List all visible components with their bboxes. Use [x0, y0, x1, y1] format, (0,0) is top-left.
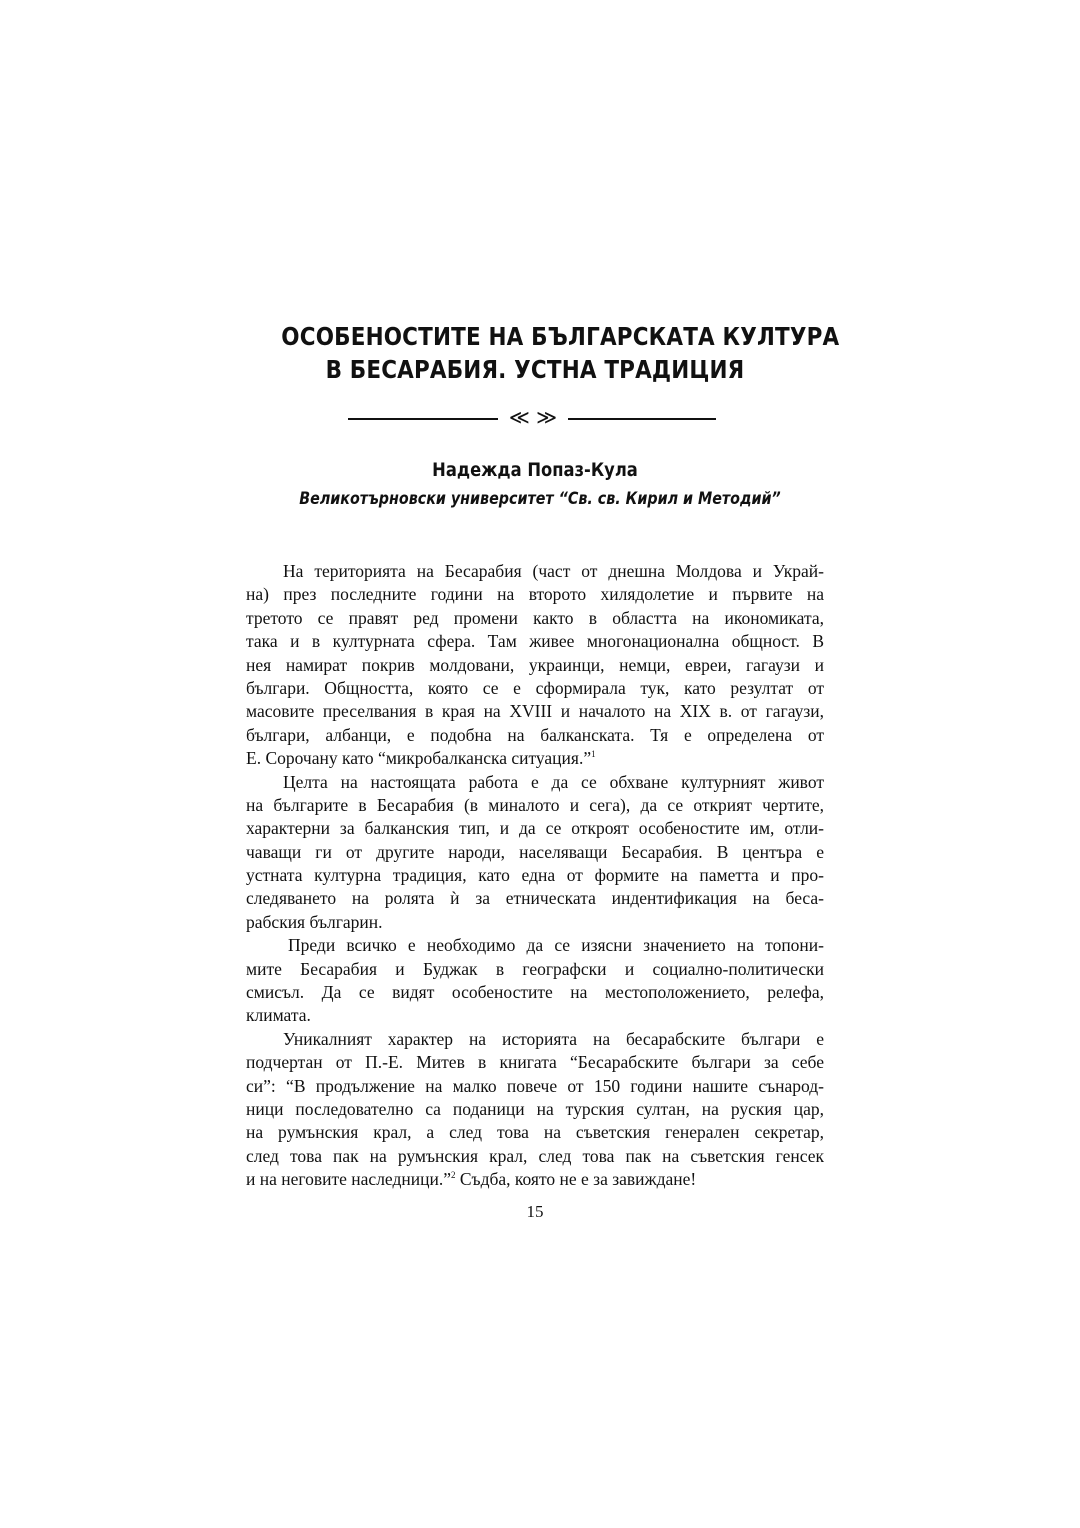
text-line: нея намират покрив молдовани, украинци, немци, евреи, гагаузи и — [246, 654, 824, 675]
text-line: чаващи ги от другите народи, населяващи Бесарабия. В центъра е — [246, 841, 824, 862]
text-line-tail: Съдба, която не е за завиждане! — [455, 1169, 697, 1190]
text-line: На територията на Бесарабия (част от днешна Молдова и Украй- — [283, 561, 824, 581]
article-title — [281, 320, 840, 386]
text-line: масовите преселвания в края на XVIII и началото на XIX в. от гагаузи, — [246, 701, 824, 722]
paragraph-1 — [246, 560, 824, 771]
author-affiliation: Великотърновски университет “Св. св. Кирил и Методий” — [299, 489, 781, 509]
ornament-rule-right — [568, 418, 716, 420]
text-line-with-footnote — [246, 747, 824, 770]
title-line-1: ОСОБЕНОСТИТЕ НА БЪЛГАРСКАТА КУЛТУРА — [281, 322, 840, 351]
text-line: си”: “В продължение на малко повече от 150 години нашите сънарод- — [246, 1075, 824, 1096]
text-line: на) през последните години на второто хилядолетие и първите на — [246, 584, 824, 605]
text-line: климата. — [246, 1005, 311, 1026]
text-line: рабския българин. — [246, 911, 383, 932]
text-line: ници последователно са поданици на турския султан, на руския цар, — [246, 1098, 824, 1119]
author-name: Надежда Попаз-Кула — [432, 459, 638, 481]
text-line: българи, албанци, е подобна на балканската. Тя е определена от — [246, 724, 824, 745]
text-line: и на неговите наследници.” — [246, 1169, 451, 1190]
paragraph-3 — [246, 934, 824, 1028]
text-line: устната културна традиция, като една от формите на паметта и про- — [246, 865, 824, 886]
text-line: българи. Общността, която се е сформирала тук, като резултат от — [246, 677, 824, 698]
text-line: така и в културната сфера. Там живее многонационална общност. В — [246, 631, 824, 652]
ornament-chevrons-icon: ≪ ≫ — [508, 405, 558, 429]
text-line: третото се правят ред промени както в областта на икономиката, — [246, 607, 824, 628]
text-line: Преди всичко е необходимо да се изясни значението на топони- — [288, 935, 824, 956]
text-line: Е. Сорочану като “микробалканска ситуация.” — [246, 748, 592, 769]
text-line: след това пак на румънския крал, след това пак на съветския генсек — [246, 1145, 824, 1166]
title-line-2: В БЕСАРАБИЯ. УСТНА ТРАДИЦИЯ — [325, 355, 745, 384]
title-ornament — [348, 405, 716, 429]
text-line: Целта на настоящата работа е да се обхване културният живот — [283, 771, 824, 792]
text-line: характерни за балканския тип, и да се откроят особеностите им, отли- — [246, 818, 824, 839]
text-line: подчертан от П.-Е. Митев в книгата “Бесарабските българи за себе — [246, 1052, 824, 1073]
footnote-marker: 1 — [591, 749, 596, 760]
text-line-with-footnote — [246, 1168, 824, 1191]
article-body — [246, 560, 824, 1192]
text-line: мите Бесарабия и Буджак в географски и социално-политически — [246, 958, 824, 979]
ornament-rule-left — [348, 418, 498, 420]
footnote-marker: 2 — [450, 1170, 456, 1181]
text-line: на българите в Бесарабия (в миналото и сега), да се открият чертите, — [246, 794, 824, 815]
text-line: Уникалният характер на историята на бесарабските българи е — [283, 1028, 824, 1049]
text-line: следяването на ролята ѝ за етническата индентификация на беса- — [246, 888, 824, 909]
text-line: смисъл. Да се видят особеностите на местоположението, релефа, — [246, 982, 824, 1003]
page-number: 15 — [526, 1202, 544, 1221]
text-line: на румънския крал, а след това на съветския генерален секретар, — [246, 1122, 824, 1143]
paragraph-2 — [246, 771, 824, 935]
paragraph-4 — [246, 1028, 824, 1192]
